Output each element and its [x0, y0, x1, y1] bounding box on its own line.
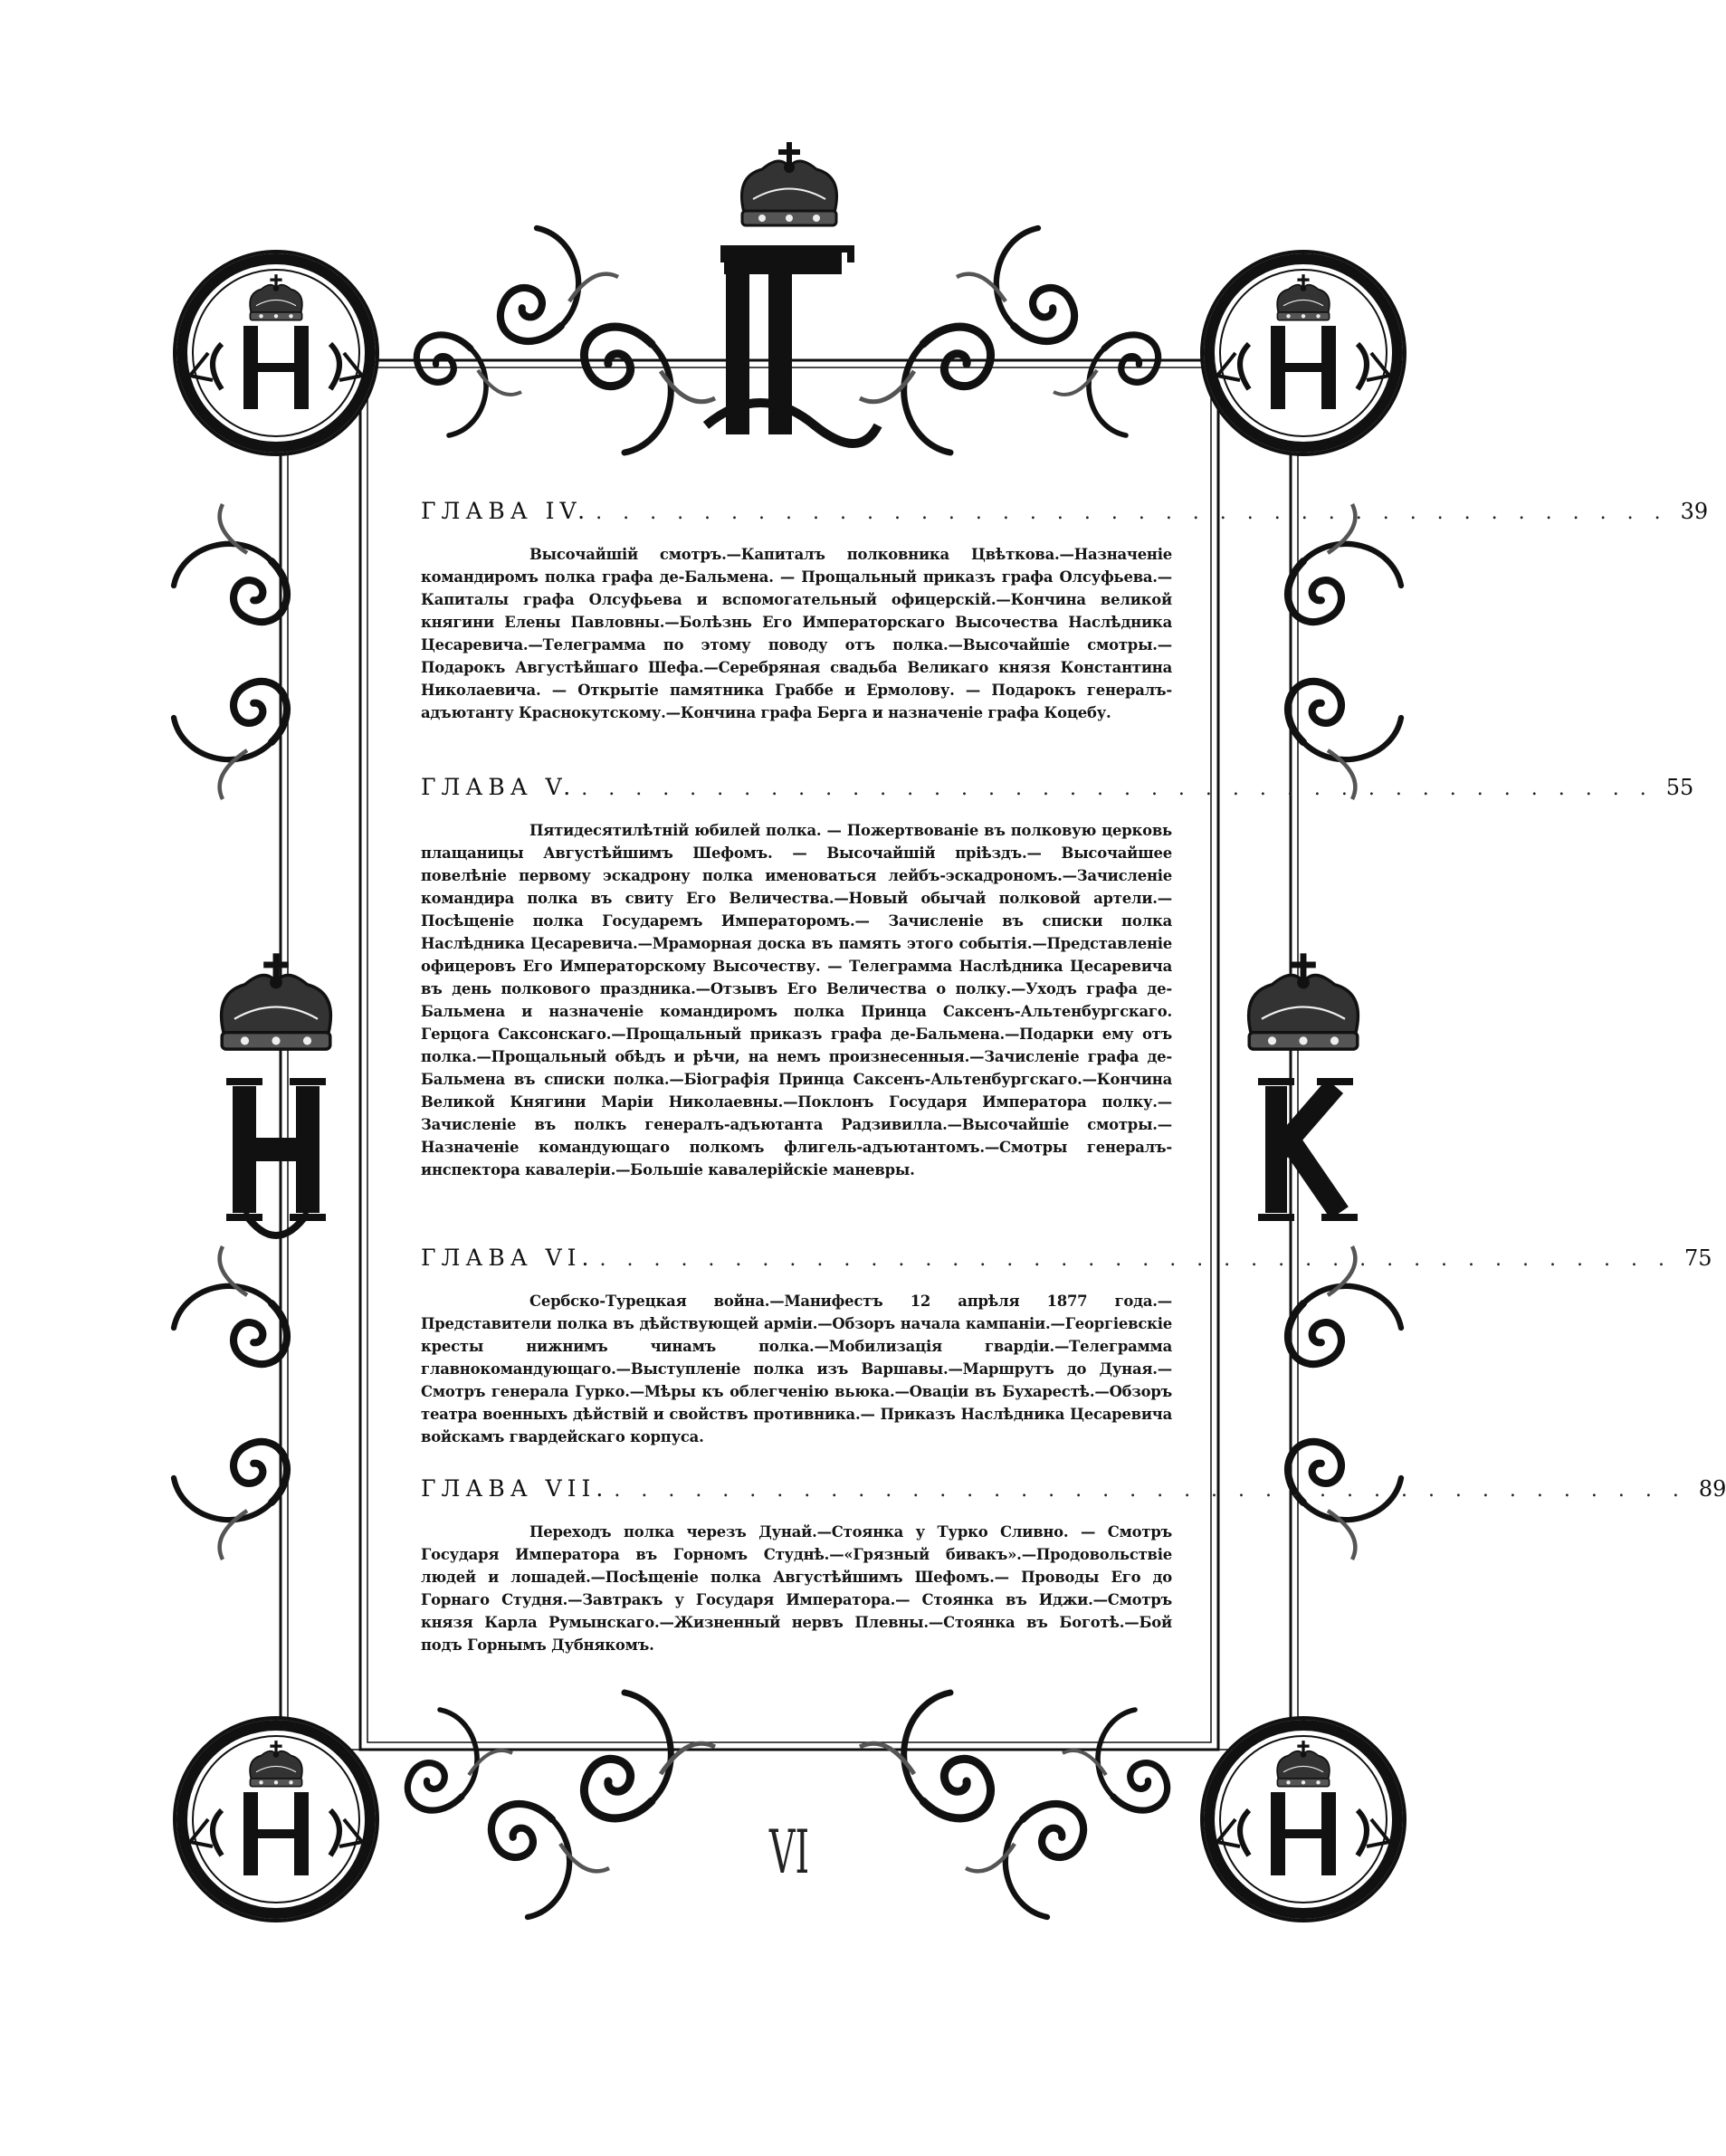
leader-dots: . . . . . . . . . . . . . . . . . . . . . . . . . . . . . . . . . . . . . . . .	[599, 1248, 1672, 1271]
page-number: VI	[768, 1817, 810, 1887]
chapter-title: ГЛАВА VI.	[421, 1245, 595, 1271]
chapter-entry-6	[421, 1245, 1712, 1448]
chapter-page-number: 89	[1698, 1476, 1726, 1502]
chapter-page-number: 75	[1683, 1245, 1712, 1271]
chapter-description: Переходъ полка черезъ Дунай.—Стоянка у Турко Сливно. — Смотръ Государя Императора въ Горномъ Студнѣ.—«Грязный бивакъ».—Продовольствіе людей и лошадей.—Посѣщеніе полка Августѣйшимъ Шефомъ.— Проводы Его до Горнаго Студня.—Завтракъ у Государя Императора.— Стоянка въ Иджи.—Смотръ князя Карла Румынскаго.—Жизненный нервъ Плевны.—Стоянка въ Боготѣ.—Бой подъ Горнымъ Дубнякомъ.	[421, 1523, 1172, 1654]
chapter-title: ГЛАВА V.	[421, 774, 577, 800]
chapter-entry-4	[421, 498, 1709, 724]
leader-dots: . . . . . . . . . . . . . . . . . . . . . . . . . . . . . . . . . . . . . . . .	[581, 777, 1654, 800]
leader-dots: . . . . . . . . . . . . . . . . . . . . . . . . . . . . . . . . . . . . . . . .	[596, 501, 1668, 524]
chapter-title: ГЛАВА VII.	[421, 1475, 609, 1502]
top-monogram	[706, 249, 878, 444]
left-monogram	[226, 1082, 326, 1235]
chapter-description: Сербско-Турецкая война.—Манифестъ 12 апрѣля 1877 года.—Представители полка въ дѣйствующей арміи.—Обзоръ начала кампаніи.—Георгіевскіе кресты нижнимъ чинамъ полка.—Мобилизація гвардіи.—Телеграмма главнокомандующаго.—Выступленіе полка изъ Варшавы.—Маршрутъ до Дуная.—Смотръ генерала Гурко.—Мѣры къ облегченію вьюка.—Оваціи въ Бухарестѣ.—Обзоръ театра военныхъ дѣйствій и свойствъ противника.— Приказъ Наслѣдника Цесаревича войскамъ гвардейскаго корпуса.	[421, 1293, 1172, 1445]
chapter-page-number: 55	[1665, 775, 1694, 800]
chapter-description: Высочайшій смотръ.—Капиталъ полковника Цвѣткова.—Назначеніе командиромъ полка графа де-Бальмена. — Прощальный приказъ графа Олсуфьева.—Капиталы графа Олсуфьева и вспомогательный офицерскій.—Кончина великой княгини Елены Павловны.—Болѣзнь Его Императорскаго Высочества Наслѣдника Цесаревича.—Телеграмма по этому поводу отъ полка.—Высочайшіе смотры.—Подарокъ Августѣйшаго Шефа.—Серебряная свадьба Великаго князя Константина Николаевича. — Открытіе памятника Граббе и Ермолову. — Подарокъ генералъ-адъютанту Краснокутскому.—Кончина графа Берга и назначеніе графа Коцебу.	[421, 546, 1172, 721]
chapter-description: Пятидесятилѣтній юбилей полка. — Пожертвованіе въ полковую церковь плащаницы Августѣйшимъ Шефомъ. — Высочайшій пріѣздъ.— Высочайшее повелѣніе первому эскадрону полка именоваться лейбъ-эскадрономъ.—Зачисленіе командира полка въ свиту Его Величества.—Новый обычай полковой артели.—Посѣщеніе полка Государемъ Императоромъ.— Зачисленіе въ списки полка Наслѣдника Цесаревича.—Мраморная доска въ память этого событія.—Представленіе офицеровъ Его Императорскому Высочеству. — Телеграмма Наслѣдника Цесаревича въ день полкового праздника.—Отзывъ Его Величества о полку.—Уходъ графа де-Бальмена и назначеніе командиромъ полка Принца Саксенъ-Альтенбургскаго. Герцога Саксонскаго.—Прощальный приказъ графа де-Бальмена.—Подарки ему отъ полка.—Прощальный обѣдъ и рѣчи, на немъ произнесенныя.—Зачисленіе графа де-Бальмена въ списки полка.—Біографія Принца Саксенъ-Альтенбургскаго.—Кончина Великой Княгини Маріи Николаевны.—Поклонъ Государя Императора полку.—Зачисленіе въ полкъ генералъ-адъютанта Радзивилла.—Высочайшіе смотры.—Назначеніе командующаго полкомъ флигель-адъютантомъ.—Смотры генералъ-инспектора кавалеріи.—Большіе кавалерійскіе маневры.	[421, 822, 1172, 1178]
chapter-entry-7	[421, 1475, 1726, 1656]
chapter-title: ГЛАВА IV.	[421, 498, 591, 524]
right-monogram	[1258, 1082, 1358, 1217]
chapter-page-number: 39	[1680, 499, 1709, 524]
chapter-entry-5	[421, 774, 1694, 1181]
leader-dots: . . . . . . . . . . . . . . . . . . . . . . . . . . . . . . . . . . . . . . . .	[614, 1479, 1686, 1502]
